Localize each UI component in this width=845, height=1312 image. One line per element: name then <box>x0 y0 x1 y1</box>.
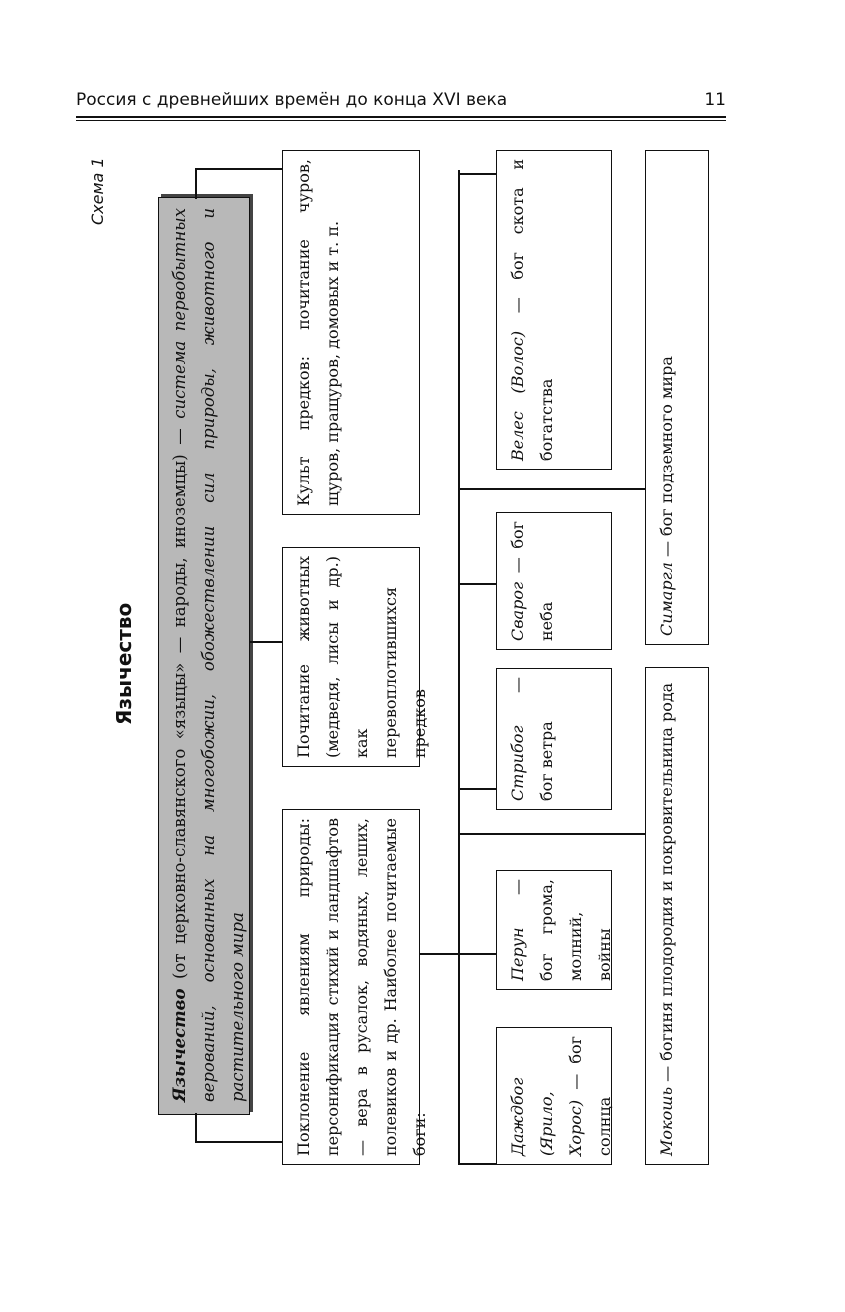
header-rule-thin <box>76 120 726 121</box>
god-desc: — бог скота и богатства <box>508 159 556 461</box>
god-name: Симаргл <box>657 562 676 636</box>
god-desc: — бог подземного мира <box>657 356 676 563</box>
god-name: Стрибог <box>508 725 527 801</box>
definition-meaning: система первобытных верований, основанных на многобожии, обожествлении сил природы, животного и растительного мира <box>170 208 247 1102</box>
god-mokosh <box>645 667 709 1165</box>
god-name: Сварог <box>508 581 527 641</box>
definition-etymology: (от церковно-славянского «языцы» — народы, иноземцы) — <box>170 418 189 989</box>
branch-nature: Поклонение явлениям природы: персонификация стихий и ландшафтов — вера в русалок, водяных, леших, полевиков и др. Наиболее почитаемые боги: <box>282 809 420 1165</box>
connector <box>458 170 460 1165</box>
god-desc: — богиня плодородия и покровительница рода <box>657 682 676 1087</box>
god-desc: — бог грома, молний, войны <box>508 879 614 981</box>
god-name: Даждбог (Ярило, Хорос) <box>508 1077 585 1156</box>
god-simargl <box>645 150 709 645</box>
branch-ancestors: Культ предков: почитание чуров, щуров, пращуров, домовых и т. п. <box>282 150 420 515</box>
god-dazhdbog <box>496 1027 612 1165</box>
branch-animals: Почитание животных (медведя, лисы и др.) как перевоплотившихся предков <box>282 547 420 767</box>
header-title: Россия с древнейших времён до конца XVI века <box>76 90 508 110</box>
connector <box>458 789 496 791</box>
page-number: 11 <box>704 90 726 110</box>
connector <box>195 1142 282 1144</box>
connector <box>195 169 197 199</box>
god-name: Перун <box>508 927 527 981</box>
god-name: Мокошь <box>657 1086 676 1156</box>
god-desc: — бог неба <box>508 521 556 641</box>
connector <box>458 954 496 956</box>
scheme-label: Схема 1 <box>88 157 107 225</box>
connector <box>250 642 282 644</box>
definition-term: Язычество <box>170 988 189 1102</box>
god-desc: — бог ветра <box>508 677 556 801</box>
god-veles <box>496 150 612 470</box>
connector <box>420 954 458 956</box>
header-rule <box>76 116 726 118</box>
god-stribog <box>496 668 612 810</box>
connector <box>458 584 496 586</box>
diagram-title: Язычество <box>112 602 136 725</box>
diagram <box>80 150 720 1165</box>
definition-box <box>158 197 250 1115</box>
connector <box>458 1164 496 1166</box>
god-perun <box>496 870 612 990</box>
connector <box>195 169 282 171</box>
god-name: Велес (Волос) <box>508 330 527 461</box>
page-header <box>76 86 726 116</box>
god-svarog <box>496 512 612 650</box>
connector <box>458 174 496 176</box>
connector <box>195 1113 197 1143</box>
god-desc: — бог солнца <box>566 1036 614 1156</box>
